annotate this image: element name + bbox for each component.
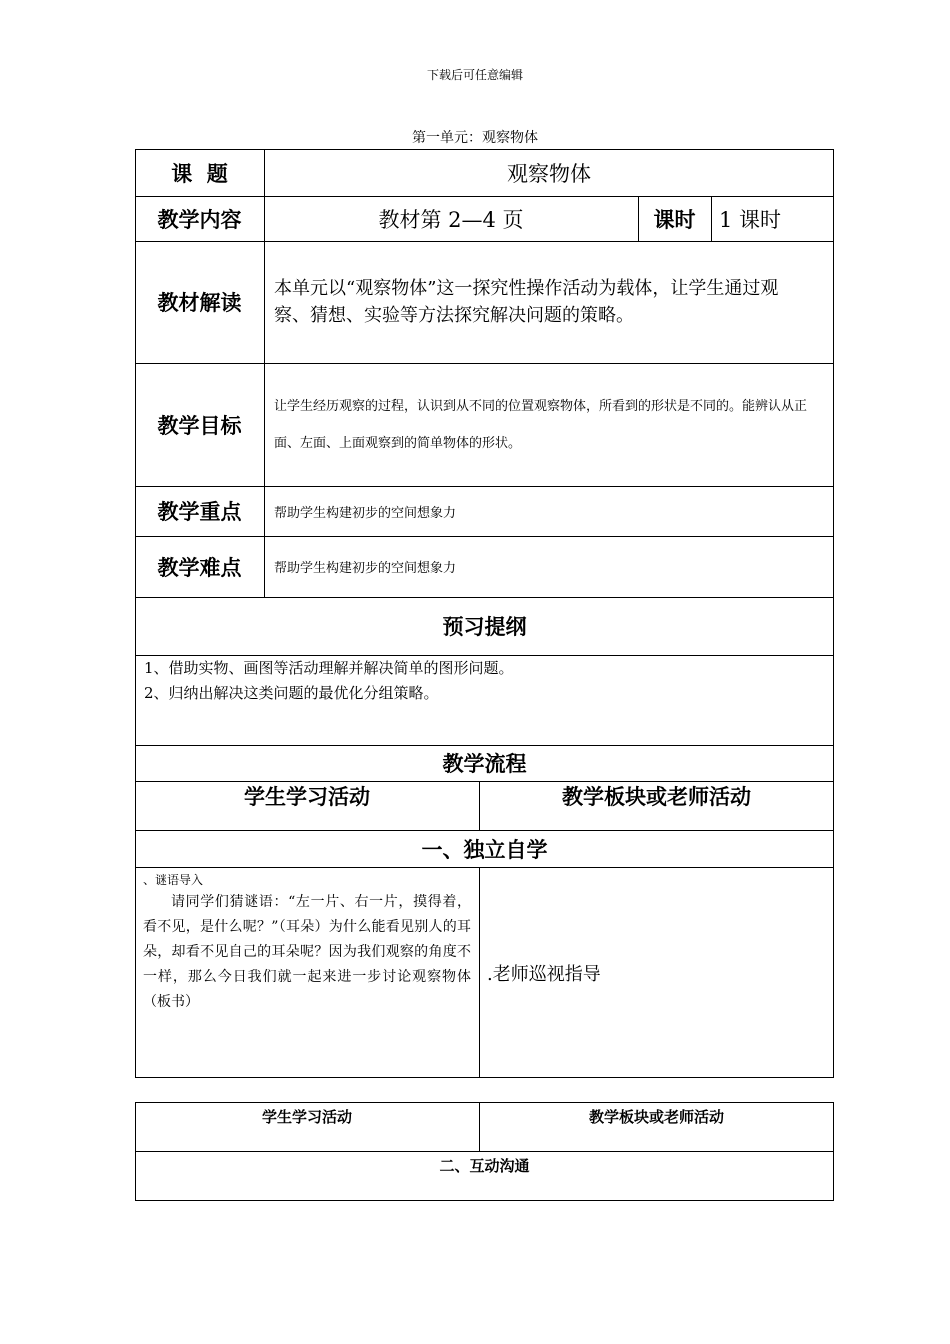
teacher-activity: .老师巡视指导 <box>487 963 601 985</box>
student-intro: 、谜语导入 <box>143 873 204 887</box>
focus-label: 教学重点 <box>157 500 242 524</box>
student-activity <box>135 870 479 1075</box>
preview-title: 预习提纲 <box>442 615 527 639</box>
preview-item-1: 1、借助实物、画图等活动理解并解决简单的图形问题。 <box>144 659 514 677</box>
goal-label: 教学目标 <box>157 413 242 438</box>
header-note: 下载后可任意编辑 <box>426 68 523 82</box>
reading-value: 本单元以“观察物体”这一探究性操作活动为载体，让学生通过观察、猜想、实验等方法探究解决问题的策略。 <box>274 278 779 326</box>
reading-label: 教材解读 <box>157 291 242 315</box>
difficulty-value: 帮助学生构建初步的空间想象力 <box>274 561 457 576</box>
col-teacher-header: 教学板块或老师活动 <box>562 785 751 809</box>
section-1-title: 一、独立自学 <box>421 837 548 862</box>
preview-item-2: 2、归纳出解决这类问题的最优化分组策略。 <box>144 684 439 702</box>
hours-value: 1 课时 <box>719 207 782 232</box>
student-text: 请同学们猜谜语：“左一片、右一片，摸得着，看不见，是什么呢？”（耳朵）为什么能看见别人的耳朵，却看不见自己的耳朵呢？因为我们观察的角度不一样，那么今日我们就一起来进一步讨论观察物体（板书） <box>143 894 471 1010</box>
flow-title: 教学流程 <box>442 752 527 776</box>
topic-label: 课 题 <box>171 161 228 186</box>
col-student-header: 学生学习活动 <box>244 785 370 809</box>
t2-col-teacher-header: 教学板块或老师活动 <box>588 1107 724 1126</box>
hours-label: 课时 <box>653 207 696 232</box>
unit-title: 第一单元：观察物体 <box>412 130 538 146</box>
content-value: 教材第 2—4 页 <box>378 207 524 232</box>
difficulty-label: 教学难点 <box>157 555 242 580</box>
focus-value: 帮助学生构建初步的空间想象力 <box>274 505 457 521</box>
t2-col-student-header: 学生学习活动 <box>261 1107 352 1126</box>
topic-value: 观察物体 <box>507 161 591 186</box>
preview-list <box>135 656 834 745</box>
goal-value: 让学生经历观察的过程，认识到从不同的位置观察物体，所看到的形状是不同的。能辨认从正面、左面、上面观察到的简单物体的形状。 <box>274 398 808 451</box>
content-label: 教学内容 <box>157 207 242 232</box>
section-2-title: 二、互动沟通 <box>439 1156 530 1175</box>
